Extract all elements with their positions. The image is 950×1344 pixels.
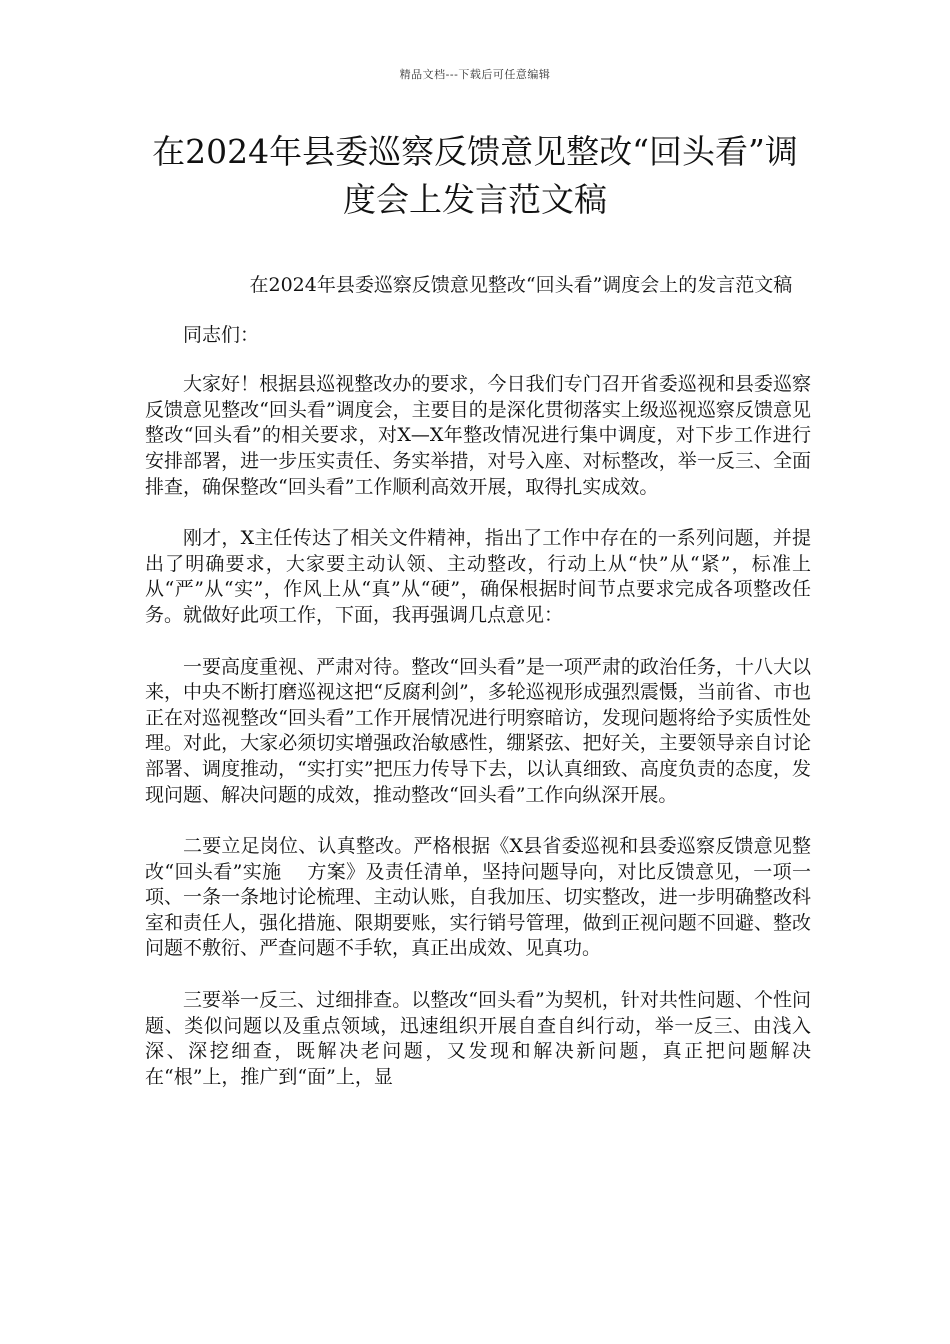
paragraph-greeting: 大家好！根据县巡视整改办的要求，今日我们专门召开省委巡视和县委巡察反馈意见整改“回头看”调度会，主要目的是深化贯彻落实上级巡视巡察反馈意见整改“回头看”的相关要求，对X—X年整改情况进行集中调度，对下步工作进行安排部署，进一步压实责任、务实举措，对号入座、对标整改，举一反三、全面排查，确保整改“回头看”工作顺利高效开展，取得扎实成效。 — [145, 373, 811, 498]
header-note: 精品文档---下载后可任意编辑 — [399, 68, 551, 81]
paragraph-point-three: 三要举一反三、过细排查。以整改“回头看”为契机，针对共性问题、个性问题、类似问题以及重点领域，迅速组织开展自查自纠行动，举一反三、由浅入深、深挖细查，既解决老问题，又发现和解决新问题，真正把问题解决在“根”上，推广到“面”上，显 — [145, 989, 811, 1088]
document-title: 在2024年县委巡察反馈意见整改“回头看”调度会上发言范文稿 — [152, 132, 798, 219]
paragraph-context: 刚才，X主任传达了相关文件精神，指出了工作中存在的一系列问题，并提出了明确要求，大家要主动认领、主动整改，行动上从“快”从“紧”，标准上从“严”从“实”，作风上从“真”从“硬”，确保根据时间节点要求完成各项整改任务。就做好此项工作，下面，我再强调几点意见： — [145, 527, 811, 626]
document-subtitle: 在2024年县委巡察反馈意见整改“回头看”调度会上的发言范文稿 — [249, 274, 793, 296]
salutation: 同志们： — [183, 323, 260, 346]
document-body — [145, 273, 811, 1116]
paragraph-point-two: 二要立足岗位、认真整改。严格根据《X县省委巡视和县委巡察反馈意见整改“回头看”实施 方案》及责任清单，坚持问题导向，对比反馈意见，一项一项、一条一条地讨论梳理、主动认账，自我加压、切实整改，进一步明确整改科室和责任人，强化措施、限期要账，实行销号管理，做到正视问题不回避、整改问题不敷衍、严查问题不手软，真正出成效、见真功。 — [145, 835, 811, 960]
paragraph-point-one: 一要高度重视、严肃对待。整改“回头看”是一项严肃的政治任务，十八大以来，中央不断打磨巡视这把“反腐利剑”，多轮巡视形成强烈震慑，当前省、市也正在对巡视整改“回头看”工作开展情况进行明察暗访，发现问题将给予实质性处理。对此，大家必须切实增强政治敏感性，绷紧弦、把好关，主要领导亲自讨论部署、调度推动，“实打实”把压力传导下去，以认真细致、高度负责的态度，发现问题、解决问题的成效，推动整改“回头看”工作向纵深开展。 — [145, 655, 811, 806]
